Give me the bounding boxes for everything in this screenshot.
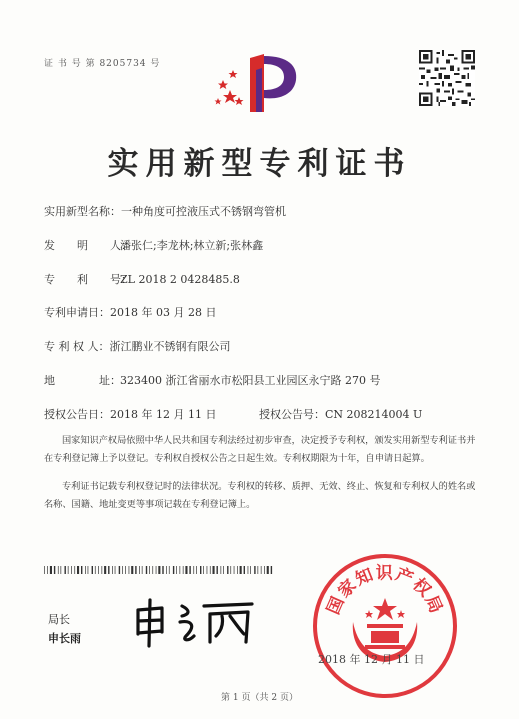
official-seal	[311, 552, 459, 700]
address-value: 323400 浙江省丽水市松阳县工业园区永宁路 270 号	[120, 374, 381, 387]
seal-text: 国家知识产权局	[323, 563, 447, 618]
patent-number-row	[44, 271, 240, 287]
inventor-value: 潘张仁;李龙林;林立新;张林鑫	[120, 239, 264, 252]
certificate-title: 实用新型专利证书	[107, 146, 412, 182]
grant-number-row	[259, 406, 422, 422]
certificate-number: 证 书 号 第 8205734 号	[44, 59, 161, 69]
utility-model-name-value: 一种角度可控液压式不锈钢弯管机	[121, 205, 286, 218]
qr-code	[419, 50, 475, 106]
application-date-label: 专利申请日：	[44, 306, 110, 319]
grant-date-label: 授权公告日：	[44, 408, 110, 421]
seal-date: 2018 年 12 月 11 日	[318, 653, 425, 666]
grant-number-value: CN 208214004 U	[325, 408, 423, 421]
patent-office-logo	[206, 50, 306, 118]
address-row	[44, 372, 380, 388]
body-paragraph-1: 国家知识产权局依照中华人民共和国专利法经过初步审查，决定授予专利权，颁发实用新型专利证书并在专利登记簿上予以登记。专利权自授权公告之日起生效。专利权期限为十年，自申请日起算。	[44, 435, 476, 464]
grant-date-value: 2018 年 12 月 11 日	[110, 408, 217, 421]
director-title: 局长	[48, 613, 70, 626]
patentee-value: 浙江鹏业不锈钢有限公司	[109, 340, 231, 353]
page-indicator: 第 1 页（共 2 页）	[221, 693, 298, 703]
application-date-row	[44, 304, 216, 320]
barcode	[44, 566, 274, 574]
patent-number-label: 专 利 号：	[44, 273, 132, 286]
body-paragraph-2: 专利证书记载专利权登记时的法律状况。专利权的转移、质押、无效、终止、恢复和专利权人的姓名或名称、国籍、地址变更等事项记载在专利登记簿上。	[44, 481, 476, 510]
inventor-label: 发 明 人：	[44, 239, 132, 252]
patentee-label: 专 利 权 人：	[44, 340, 110, 353]
utility-model-name-label: 实用新型名称：	[44, 205, 121, 218]
address-label: 地 址：	[44, 374, 121, 387]
patent-number-value: ZL 2018 2 0428485.8	[120, 273, 240, 286]
utility-model-name-row	[44, 203, 286, 219]
grant-date-row	[44, 406, 216, 422]
director-name: 申长雨	[48, 632, 81, 645]
inventor-row	[44, 237, 263, 253]
grant-number-label: 授权公告号：	[259, 408, 325, 421]
application-date-value: 2018 年 03 月 28 日	[110, 306, 217, 319]
patentee-row	[44, 338, 231, 354]
director-signature	[132, 596, 262, 648]
